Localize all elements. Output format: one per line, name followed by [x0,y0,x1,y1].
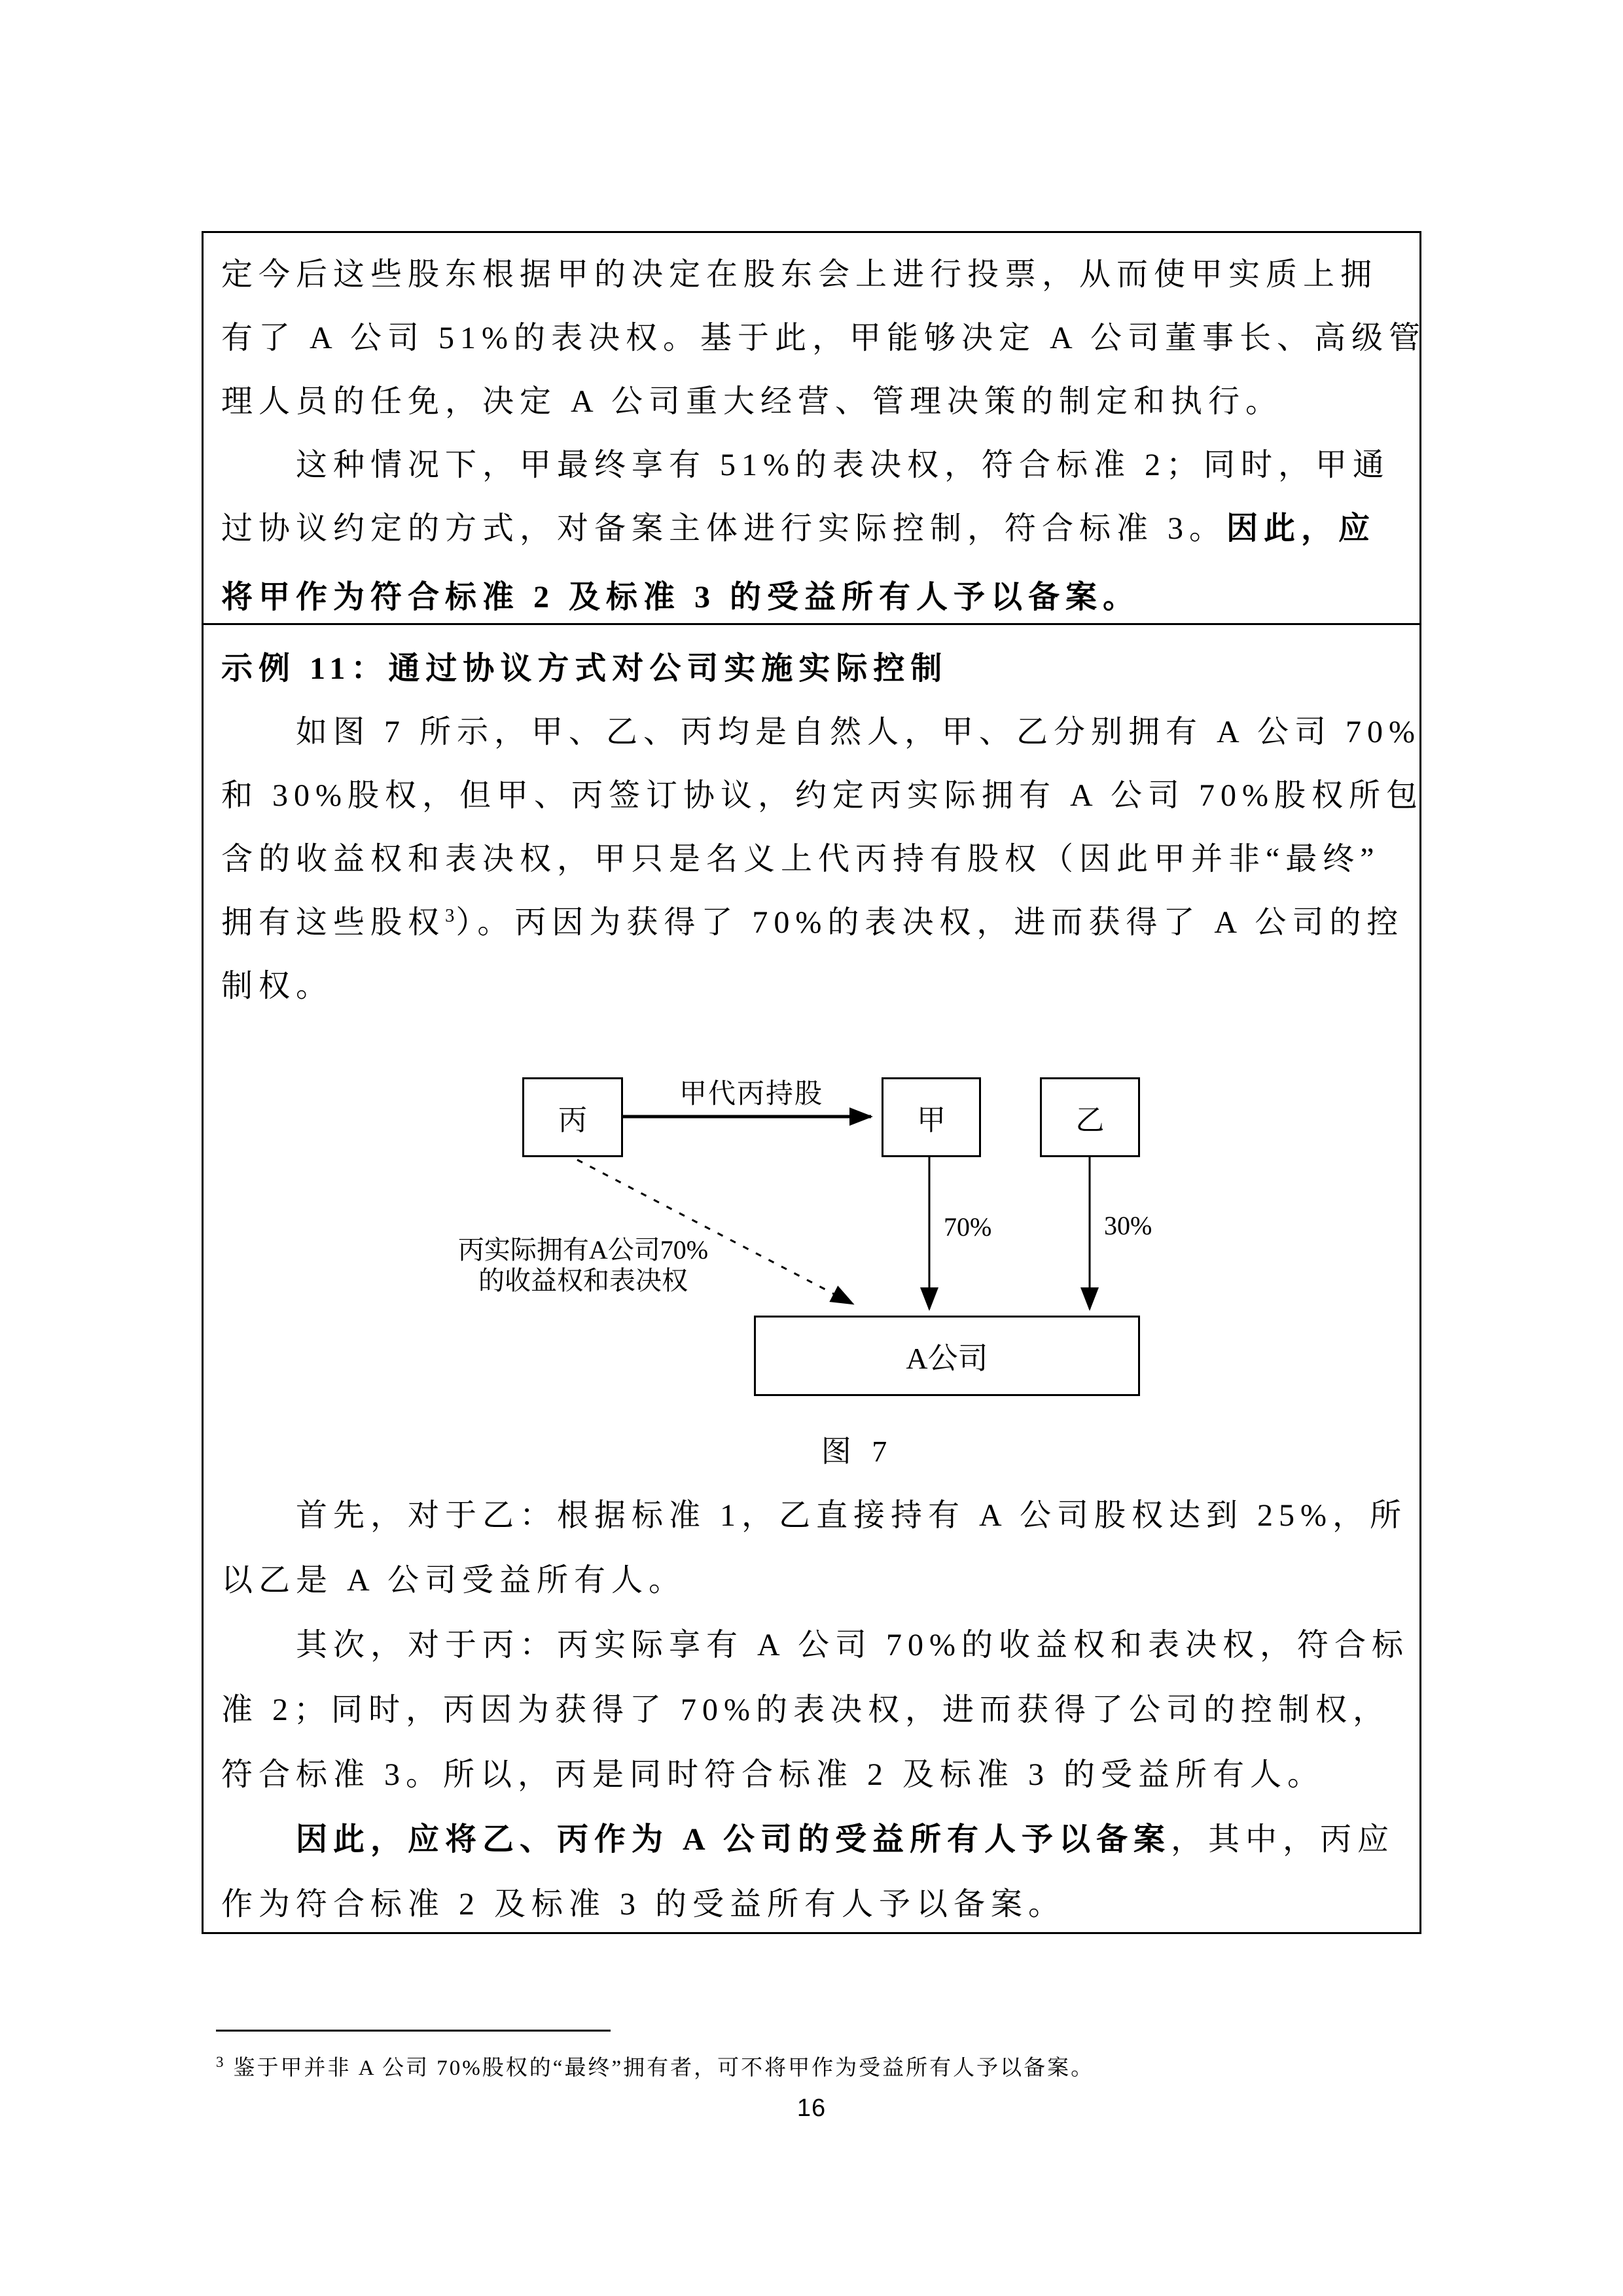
figure-7-caption: 图 7 [821,1435,894,1468]
diagram-node-bing: 丙 [522,1077,623,1157]
diagram-node-jia: 甲 [882,1077,981,1157]
text-segment: 以乙是 A 公司受益所有人。 [221,1563,687,1598]
text-segment: 定今后这些股东根据甲的决定在股东会上进行投票，从而使甲实质上拥 [221,257,1378,292]
diagram-node-company-a: A公司 [754,1316,1140,1396]
diagram-node-yi: 乙 [1040,1077,1140,1157]
text-segment: 制权。 [221,969,334,1003]
text-segment: ）。丙因为获得了 70%的表决权，进而获得了 A 公司的控 [455,905,1404,940]
bordered-content-box [202,231,1427,1934]
text-segment: 拥有这些股权 [221,905,446,940]
jia-share-percent-label: 70% [944,1212,992,1242]
arrow-label-nominee-holding: 甲代丙持股 [679,1079,823,1109]
text-segment: 理人员的任免，决定 A 公司重大经营、管理决策的制定和执行。 [221,384,1283,419]
page-number: 16 [796,2094,827,2122]
text-segment: 符合标准 3。所以，丙是同时符合标准 2 及标准 3 的受益所有人。 [221,1757,1325,1792]
text-segment: 首先，对于乙：根据标准 1，乙直接持有 A 公司股权达到 25%，所 [296,1498,1408,1533]
text-segment: 因此，应 [1226,511,1376,546]
text-segment: 作为符合标准 2 及标准 3 的受益所有人予以备案。 [221,1887,1066,1922]
text-segment: 这种情况下，甲最终享有 51%的表决权，符合标准 2；同时，甲通 [296,448,1390,482]
text-segment: 如图 7 所示，甲、乙、丙均是自然人，甲、乙分别拥有 A 公司 70% [296,715,1421,749]
footnote-marker: 3 [216,2053,226,2070]
text-segment: 准 2；同时，丙因为获得了 70%的表决权，进而获得了公司的控制权， [221,1693,1390,1727]
text-segment: ，其中，丙应 [1171,1822,1395,1857]
dashed-arrow-label-line2: 的收益权和表决权 [478,1266,688,1295]
footnote-text: 鉴于甲并非 A 公司 70%股权的“最终”拥有者，可不将甲作为受益所有人予以备案。 [233,2056,1095,2080]
footnote [216,2041,1459,2089]
footnote-separator [216,2030,611,2032]
text-segment: 因此，应将乙、丙作为 A 公司的受益所有人予以备案 [296,1822,1171,1857]
example-11-heading-text: 示例 11：通过协议方式对公司实施实际控制 [221,651,948,686]
dashed-arrow-label-line1: 丙实际拥有A公司70% [457,1235,709,1265]
text-segment: 过协议约定的方式，对备案主体进行实际控制，符合标准 3。 [221,511,1227,546]
text-segment: 和 30%股权，但甲、丙签订协议，约定丙实际拥有 A 公司 70%股权所包 [221,778,1423,813]
text-segment: 将甲作为符合标准 2 及标准 3 的受益所有人予以备案。 [221,580,1141,615]
text-segment: 有了 A 公司 51%的表决权。基于此，甲能够决定 A 公司董事长、高级管 [221,321,1427,355]
text-segment: 含的收益权和表决权，甲只是名义上代丙持有股权（因此甲并非“最终” [221,842,1380,876]
dashed-arrow-label [448,1234,718,1296]
yi-share-percent-label: 30% [1104,1211,1152,1240]
text-segment: 3 [445,905,456,926]
text-segment: 其次，对于丙：丙实际享有 A 公司 70%的收益权和表决权，符合标 [296,1628,1410,1662]
